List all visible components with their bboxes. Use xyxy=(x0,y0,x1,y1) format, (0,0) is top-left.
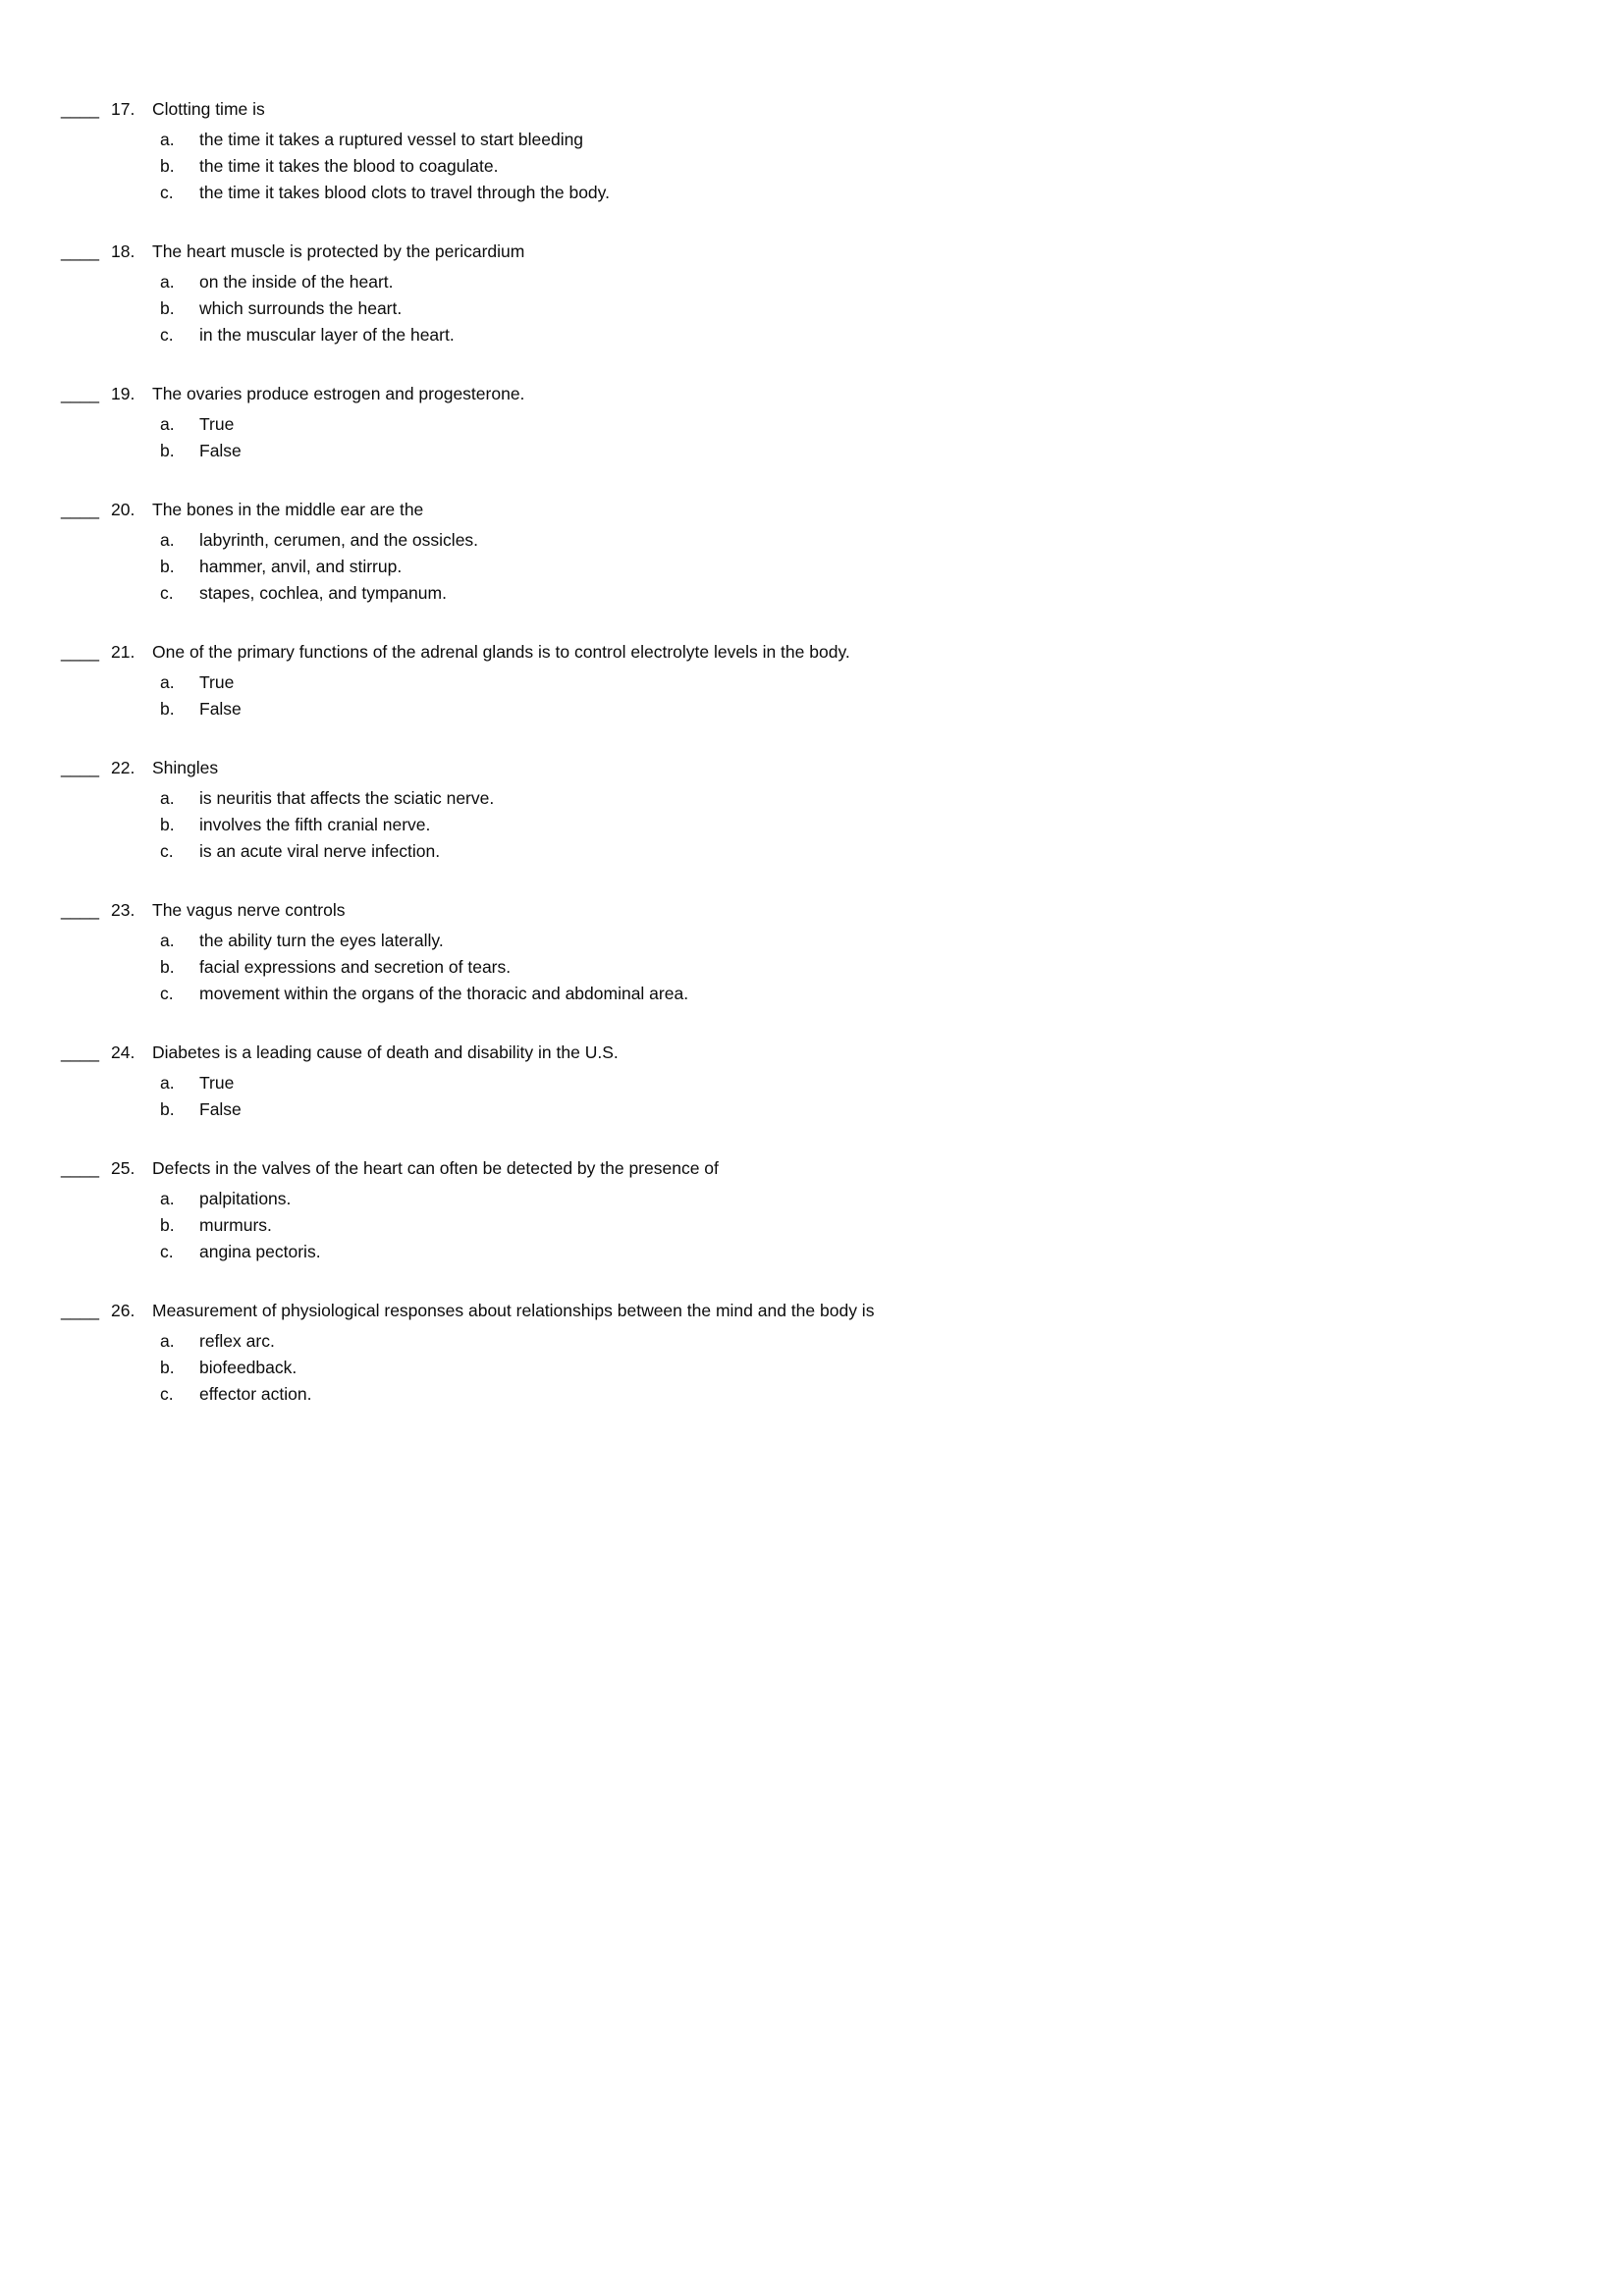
question-number: 26. xyxy=(111,1301,135,1320)
option-text: which surrounds the heart. xyxy=(199,298,403,318)
question-header xyxy=(61,1040,1554,1066)
option-text: movement within the organs of the thoracic and abdominal area. xyxy=(199,984,689,1003)
option-row xyxy=(160,1328,1554,1355)
option-row xyxy=(160,438,1554,464)
option-list xyxy=(61,1186,1554,1265)
option-letter: b. xyxy=(160,1358,175,1377)
option-letter: c. xyxy=(160,841,174,861)
option-letter: b. xyxy=(160,441,175,460)
option-list xyxy=(61,785,1554,865)
option-row xyxy=(160,295,1554,322)
answer-blank: ____ xyxy=(61,758,99,777)
question-number: 18. xyxy=(111,241,135,261)
option-letter: a. xyxy=(160,788,175,808)
question-block xyxy=(61,1298,1554,1408)
option-list xyxy=(61,411,1554,464)
option-text: involves the fifth cranial nerve. xyxy=(199,815,431,834)
answer-blank: ____ xyxy=(61,642,99,662)
option-row xyxy=(160,580,1554,607)
option-row xyxy=(160,785,1554,812)
option-row xyxy=(160,1355,1554,1381)
question-text: One of the primary functions of the adrenal glands is to control electrolyte levels in the body. xyxy=(152,642,850,662)
question-block xyxy=(61,1040,1554,1123)
option-text: False xyxy=(199,699,242,719)
answer-blank: ____ xyxy=(61,1301,99,1320)
option-text: angina pectoris. xyxy=(199,1242,321,1261)
question-header xyxy=(61,497,1554,523)
answer-blank: ____ xyxy=(61,1042,99,1062)
option-letter: a. xyxy=(160,414,175,434)
question-number: 17. xyxy=(111,99,135,119)
question-header xyxy=(61,755,1554,781)
question-number: 22. xyxy=(111,758,135,777)
answer-blank: ____ xyxy=(61,241,99,261)
option-letter: a. xyxy=(160,530,175,550)
option-list xyxy=(61,1328,1554,1408)
question-header xyxy=(61,897,1554,924)
option-letter: a. xyxy=(160,1189,175,1208)
option-text: True xyxy=(199,672,235,692)
question-text: Clotting time is xyxy=(152,99,265,119)
option-row xyxy=(160,153,1554,180)
option-letter: c. xyxy=(160,583,174,603)
option-letter: a. xyxy=(160,272,175,292)
option-letter: c. xyxy=(160,1384,174,1404)
option-row xyxy=(160,127,1554,153)
question-text: The ovaries produce estrogen and progesterone. xyxy=(152,384,525,403)
option-letter: a. xyxy=(160,1331,175,1351)
question-text: The bones in the middle ear are the xyxy=(152,500,424,519)
option-text: in the muscular layer of the heart. xyxy=(199,325,455,345)
question-block xyxy=(61,381,1554,464)
question-text: The vagus nerve controls xyxy=(152,900,346,920)
option-letter: b. xyxy=(160,298,175,318)
option-letter: c. xyxy=(160,1242,174,1261)
question-block xyxy=(61,239,1554,348)
question-header xyxy=(61,1298,1554,1324)
question-number: 19. xyxy=(111,384,135,403)
option-row xyxy=(160,1096,1554,1123)
question-header xyxy=(61,239,1554,265)
option-text: the ability turn the eyes laterally. xyxy=(199,931,444,950)
answer-blank: ____ xyxy=(61,384,99,403)
option-list xyxy=(61,928,1554,1007)
option-letter: c. xyxy=(160,325,174,345)
option-text: False xyxy=(199,441,242,460)
answer-blank: ____ xyxy=(61,99,99,119)
option-text: biofeedback. xyxy=(199,1358,298,1377)
option-text: labyrinth, cerumen, and the ossicles. xyxy=(199,530,479,550)
option-row xyxy=(160,554,1554,580)
option-text: effector action. xyxy=(199,1384,312,1404)
question-block xyxy=(61,1155,1554,1265)
option-letter: b. xyxy=(160,815,175,834)
question-text: Defects in the valves of the heart can often be detected by the presence of xyxy=(152,1158,719,1178)
option-text: palpitations. xyxy=(199,1189,292,1208)
option-text: the time it takes the blood to coagulate. xyxy=(199,156,499,176)
option-row xyxy=(160,269,1554,295)
question-text: Diabetes is a leading cause of death and disability in the U.S. xyxy=(152,1042,619,1062)
question-block xyxy=(61,639,1554,722)
option-letter: a. xyxy=(160,1073,175,1093)
question-list xyxy=(61,96,1554,1408)
option-row xyxy=(160,1186,1554,1212)
question-block xyxy=(61,96,1554,206)
option-row xyxy=(160,696,1554,722)
option-row xyxy=(160,1239,1554,1265)
question-block xyxy=(61,897,1554,1007)
option-row xyxy=(160,981,1554,1007)
option-text: is an acute viral nerve infection. xyxy=(199,841,441,861)
question-block xyxy=(61,755,1554,865)
option-row xyxy=(160,1070,1554,1096)
option-row xyxy=(160,180,1554,206)
answer-blank: ____ xyxy=(61,900,99,920)
option-text: the time it takes blood clots to travel through the body. xyxy=(199,183,610,202)
question-text: The heart muscle is protected by the pericardium xyxy=(152,241,525,261)
option-letter: c. xyxy=(160,183,174,202)
option-list xyxy=(61,127,1554,206)
option-letter: b. xyxy=(160,1099,175,1119)
question-header xyxy=(61,381,1554,407)
option-row xyxy=(160,1381,1554,1408)
option-text: the time it takes a ruptured vessel to start bleeding xyxy=(199,130,584,149)
option-list xyxy=(61,669,1554,722)
answer-blank: ____ xyxy=(61,1158,99,1178)
question-number: 24. xyxy=(111,1042,135,1062)
option-letter: c. xyxy=(160,984,174,1003)
option-list xyxy=(61,269,1554,348)
option-letter: a. xyxy=(160,130,175,149)
option-text: True xyxy=(199,414,235,434)
option-letter: a. xyxy=(160,931,175,950)
option-row xyxy=(160,928,1554,954)
question-number: 20. xyxy=(111,500,135,519)
option-text: murmurs. xyxy=(199,1215,272,1235)
option-text: False xyxy=(199,1099,242,1119)
question-number: 25. xyxy=(111,1158,135,1178)
option-letter: b. xyxy=(160,957,175,977)
option-text: on the inside of the heart. xyxy=(199,272,394,292)
answer-blank: ____ xyxy=(61,500,99,519)
option-letter: b. xyxy=(160,699,175,719)
option-letter: b. xyxy=(160,156,175,176)
option-row xyxy=(160,527,1554,554)
option-letter: b. xyxy=(160,557,175,576)
option-list xyxy=(61,527,1554,607)
option-row xyxy=(160,954,1554,981)
question-text: Shingles xyxy=(152,758,219,777)
question-text: Measurement of physiological responses about relationships between the mind and the body is xyxy=(152,1301,875,1320)
option-row xyxy=(160,322,1554,348)
option-text: stapes, cochlea, and tympanum. xyxy=(199,583,447,603)
question-block xyxy=(61,497,1554,607)
option-row xyxy=(160,838,1554,865)
option-list xyxy=(61,1070,1554,1123)
question-number: 21. xyxy=(111,642,135,662)
question-header xyxy=(61,96,1554,123)
option-text: True xyxy=(199,1073,235,1093)
question-header xyxy=(61,639,1554,666)
option-row xyxy=(160,411,1554,438)
question-number: 23. xyxy=(111,900,135,920)
option-letter: b. xyxy=(160,1215,175,1235)
option-row xyxy=(160,669,1554,696)
option-row xyxy=(160,812,1554,838)
question-header xyxy=(61,1155,1554,1182)
option-text: reflex arc. xyxy=(199,1331,275,1351)
option-text: facial expressions and secretion of tears. xyxy=(199,957,512,977)
option-row xyxy=(160,1212,1554,1239)
option-text: hammer, anvil, and stirrup. xyxy=(199,557,403,576)
option-letter: a. xyxy=(160,672,175,692)
option-text: is neuritis that affects the sciatic nerve. xyxy=(199,788,495,808)
